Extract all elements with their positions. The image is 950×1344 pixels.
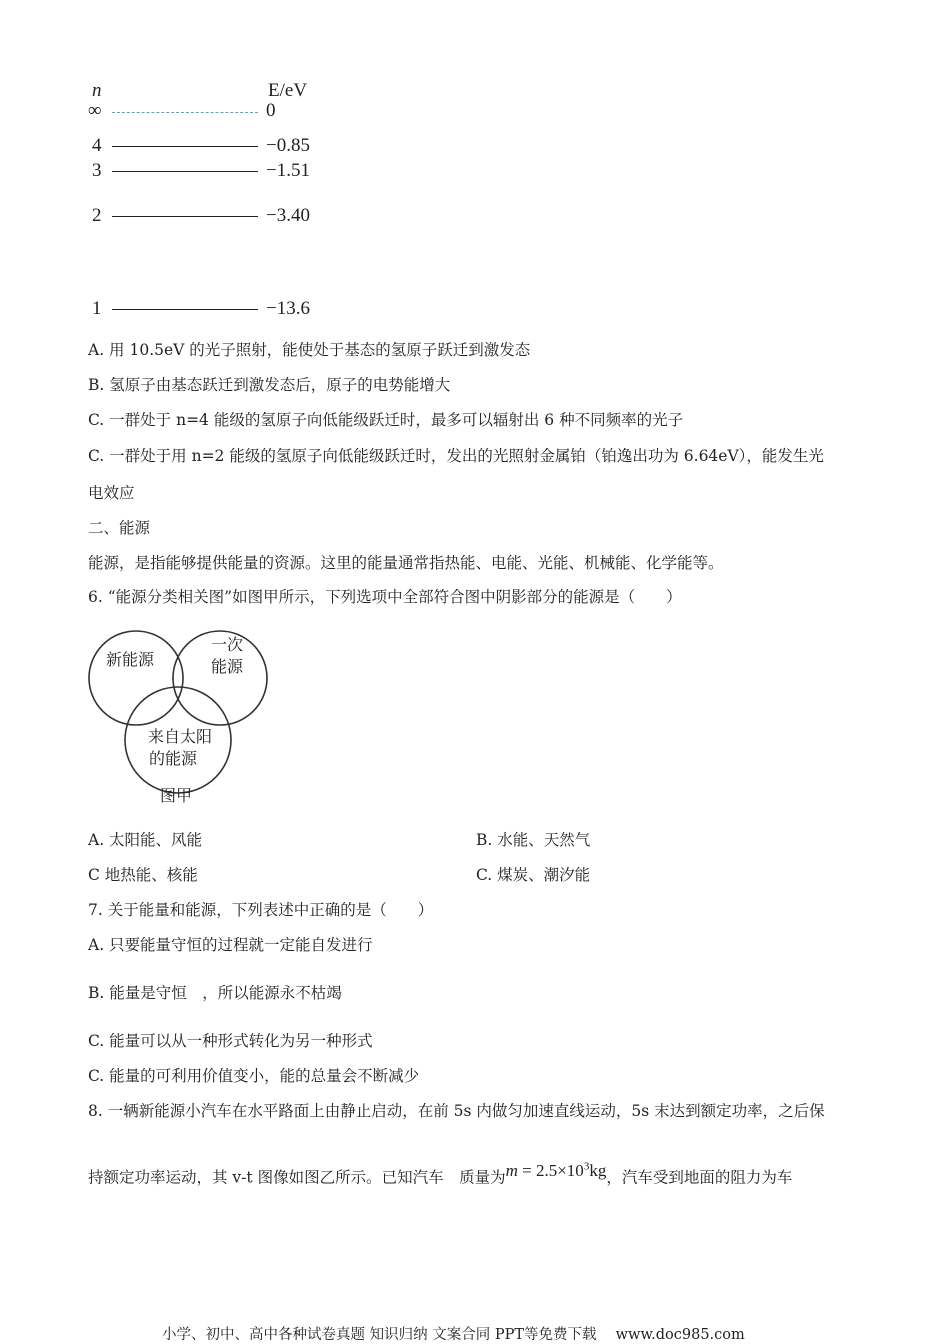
- q5-option-d-line1: C. 一群处于用 n=2 能级的氢原子向低能级跃迁时，发出的光照射金属铂（铂逸出功为 6.64eV），能发生光: [88, 447, 824, 465]
- q7-stem: 7. 关于能量和能源，下列表述中正确的是（ ）: [88, 901, 434, 919]
- q8-line2-pre: 持额定功率运动，其 v-t 图像如图乙所示。已知汽车 质量为: [88, 1168, 506, 1187]
- level-n-3: 3: [92, 160, 102, 181]
- energy-axis-header: E/eV: [268, 80, 308, 101]
- q6-option-b: B. 水能、天然气: [476, 831, 591, 849]
- q6-stem: 6. “能源分类相关图”如图甲所示，下列选项中全部符合图中阴影部分的能源是（ ）: [88, 588, 682, 606]
- venn-label-solar-line1: 来自太阳: [147, 727, 213, 746]
- n-axis-header: n: [92, 80, 102, 101]
- level-energy-infinity: 0: [266, 100, 276, 121]
- level-line-2: [112, 216, 258, 217]
- q8-line1: 8. 一辆新能源小汽车在水平路面上由静止启动，在前 5s 内做匀加速直线运动，5s 末达到额定功率，之后保: [88, 1102, 825, 1120]
- q8-mass-formula: $m = 2.5\times 10^3kg$: [505, 1160, 607, 1180]
- footer-text: 小学、初中、高中各种试卷真题 知识归纳 文案合同 PPT等免费下载 www.doc985.com: [162, 1327, 745, 1343]
- q6-option-c: C 地热能、核能: [88, 866, 198, 884]
- level-line-1: [112, 309, 258, 310]
- q6-option-a: A. 太阳能、风能: [88, 831, 203, 849]
- q5-option-c: C. 一群处于 n=4 能级的氢原子向低能级跃迁时，最多可以辐射出 6 种不同频率的光子: [88, 411, 684, 429]
- level-line-infinity: [112, 112, 258, 113]
- level-energy-4: −0.85: [266, 135, 310, 156]
- level-n-1: 1: [92, 298, 102, 319]
- q8-line2: [88, 1160, 793, 1188]
- q8-line2-post: ，汽车受到地面的阻力为车: [606, 1168, 793, 1187]
- venn-label-primary-line2: 能源: [210, 657, 244, 676]
- level-energy-3: −1.51: [266, 160, 310, 181]
- section-intro: 能源，是指能够提供能量的资源。这里的能量通常指热能、电能、光能、机械能、化学能等。: [88, 554, 724, 572]
- q5-option-d-line2: 电效应: [88, 484, 135, 502]
- venn-label-solar-line2: 的能源: [148, 749, 198, 768]
- q7-option-b: B. 能量是守恒 ，所以能源永不枯竭: [88, 984, 342, 1002]
- level-n-infinity: ∞: [88, 100, 102, 121]
- level-line-3: [112, 171, 258, 172]
- q7-option-a: A. 只要能量守恒的过程就一定能自发进行: [88, 936, 373, 954]
- venn-circle-new-energy: [89, 631, 183, 725]
- venn-label-new-energy: 新能源: [105, 650, 155, 669]
- q7-option-c: C. 能量可以从一种形式转化为另一种形式: [88, 1032, 373, 1050]
- q7-option-d: C. 能量的可利用价值变小，能的总量会不断减少: [88, 1067, 420, 1085]
- venn-label-primary-line1: 一次: [210, 635, 244, 654]
- level-n-4: 4: [92, 135, 102, 156]
- level-energy-2: −3.40: [266, 205, 310, 226]
- venn-diagram: [80, 612, 280, 812]
- q5-option-b: B. 氢原子由基态跃迁到激发态后，原子的电势能增大: [88, 376, 451, 394]
- level-n-2: 2: [92, 205, 102, 226]
- level-energy-1: −13.6: [266, 298, 310, 319]
- level-line-4: [112, 146, 258, 147]
- q6-option-d: C. 煤炭、潮汐能: [476, 866, 591, 884]
- venn-caption: 图甲: [159, 786, 193, 805]
- q5-option-a: A. 用 10.5eV 的光子照射，能使处于基态的氢原子跃迁到激发态: [88, 341, 531, 359]
- section-title: 二、能源: [88, 519, 151, 537]
